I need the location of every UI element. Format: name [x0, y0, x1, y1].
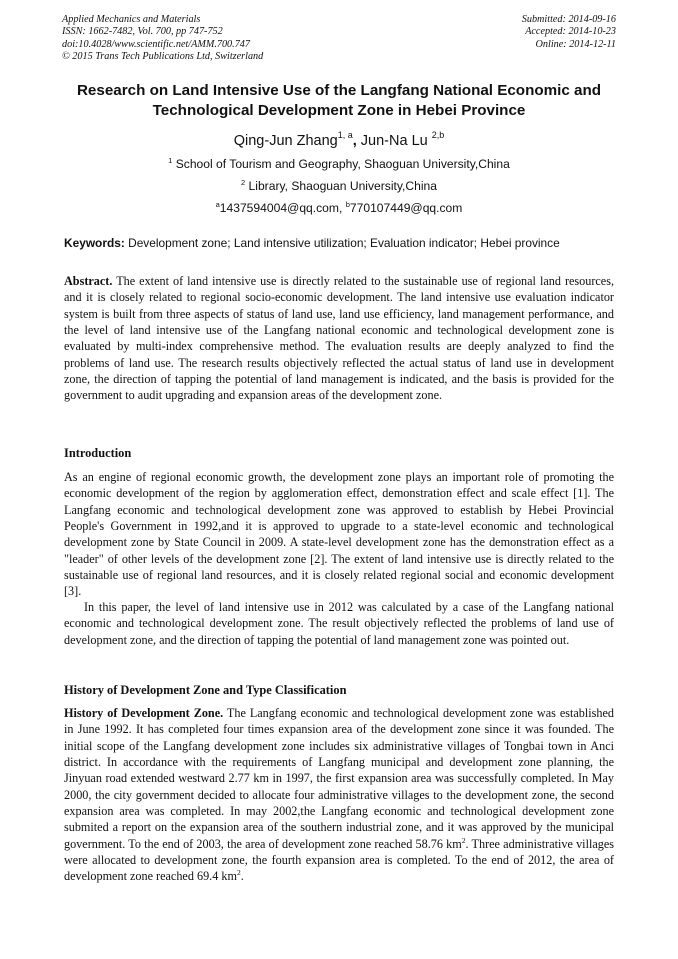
issn-line: ISSN: 1662-7482, Vol. 700, pp 747-752 [62, 26, 223, 38]
author-name: Qing-Jun Zhang [233, 133, 338, 149]
affiliation-marker: 2 [241, 178, 246, 187]
affiliation-1 [0, 157, 678, 172]
publication-dates [522, 14, 616, 51]
journal-name: Applied Mechanics and Materials [62, 14, 201, 25]
online-date: Online: 2014-12-11 [535, 38, 616, 50]
author-superscript: 2,b [431, 130, 445, 140]
introduction-paragraph-2: In this paper, the level of land intensive use in 2012 was calculated by a case of the Langfang national economic and technological development zone. The result objectively reflected the problems of land use of development zone, and the direction of tapping the potential of land management zone was pointed out. [64, 600, 614, 647]
paper-title: Research on Land Intensive Use of the Langfang National Economic and Technological Development Zone in Hebei Province [76, 82, 602, 119]
abstract-label: Abstract. [64, 274, 113, 288]
doi-line: doi:10.4028/www.scientific.net/AMM.700.747 [62, 38, 250, 50]
history-heading: History of Development Zone and Type Classification [64, 683, 347, 697]
history-subheading: History of Development Zone. [64, 706, 224, 720]
author-name: Jun-Na Lu [360, 133, 428, 149]
author-line [0, 132, 678, 150]
history-paragraph [64, 705, 614, 885]
introduction-paragraph-1: As an engine of regional economic growth, the development zone plays an important role of promoting the economic development of the region by agglomeration effect, demonstration effect and scale effect [1]. The Langfang economic and technological development zone was approved to establish by Hebei Provincial People's Government in 1992,and it is approved to upgrade to a state-level economic and technological development zone by State Council in 2009. A state-level development zone has the demonstration effect as a "leader" of other levels of the development zone [2]. The extent of land intensive use is directly related to the sustainable use of regional land resources, and it is closely related regional social and economic development [3]. [64, 470, 614, 599]
keywords-text: Development zone; Land intensive utilization; Evaluation indicator; Hebei province [128, 236, 560, 250]
affiliation-text: Library, Shaoguan University,China [248, 179, 437, 193]
email-marker: b [345, 200, 350, 209]
author-superscript: 1, a [337, 130, 353, 140]
area-unit-superscript: 2 [236, 868, 241, 878]
history-text: The Langfang economic and technological development zone was established in June 1992. It has completed four times expansion area of the development zone since it was founded. The initial scope of the Langfang development zone includes six administrative villages of Tongbai town in Anci district. In accordance with the requirements of Langfang municipal and development zone planning, the Jinyuan road extended westward 2.77 km in 1997, the first expansion area was successfully completed. In May 2000, the city government decided to allocate four administrative villages to the development zone, the second expansion area was completed. In may 2002,the Langfang economic and technological development zone submited a report on the expansion area of the southern industrial zone, and it was approved by the municipal government. To the end of 2003, the area of development zone reached 58.76 km [64, 706, 614, 851]
abstract-text: The extent of land intensive use is directly related to the sustainable use of regional land resources, and it is closely related to regional socio-economic development. The land intensive use evaluation indicator system is built from three aspects of status of land use, land use efficiency, land management performance, and the level of land intensive use of the Langfang national economic and technological development zone is evaluated by multi-index comprehensive method. The evaluation results are deeply analyzed to find the problems of land use. The research results objectively reflected the actual status of land use in development zone, the direction of tapping the potential of land management is indicated, and the basis is provided for the government to audit upgrading and expansion areas of the development zone. [64, 274, 615, 403]
affiliation-2 [0, 179, 678, 194]
history-text-continued: . Three administrative villages were allocated to development zone, the fourth expansion area is completed. To the end of 2012, the area of development zone reached 69.4 km [64, 836, 614, 884]
keywords-label: Keywords: [64, 236, 125, 250]
email-line [0, 201, 678, 216]
keywords [64, 236, 624, 251]
copyright-line: © 2015 Trans Tech Publications Ltd, Switzerland [62, 51, 264, 63]
publication-meta [62, 14, 263, 64]
author-separator: , [352, 133, 357, 149]
email-address[interactable]: 770107449@qq.com [349, 201, 463, 215]
abstract [64, 273, 614, 404]
history-text-end: . [240, 869, 244, 884]
introduction-heading: Introduction [64, 446, 132, 460]
email-marker: a [215, 200, 220, 209]
submitted-date: Submitted: 2014-09-16 [521, 14, 616, 25]
accepted-date: Accepted: 2014-10-23 [525, 26, 616, 38]
affiliation-marker: 1 [168, 156, 173, 165]
email-address[interactable]: 1437594004@qq.com, [219, 201, 343, 215]
affiliation-text: School of Tourism and Geography, Shaoguan University,China [175, 157, 510, 171]
area-unit-superscript: 2 [461, 835, 466, 845]
